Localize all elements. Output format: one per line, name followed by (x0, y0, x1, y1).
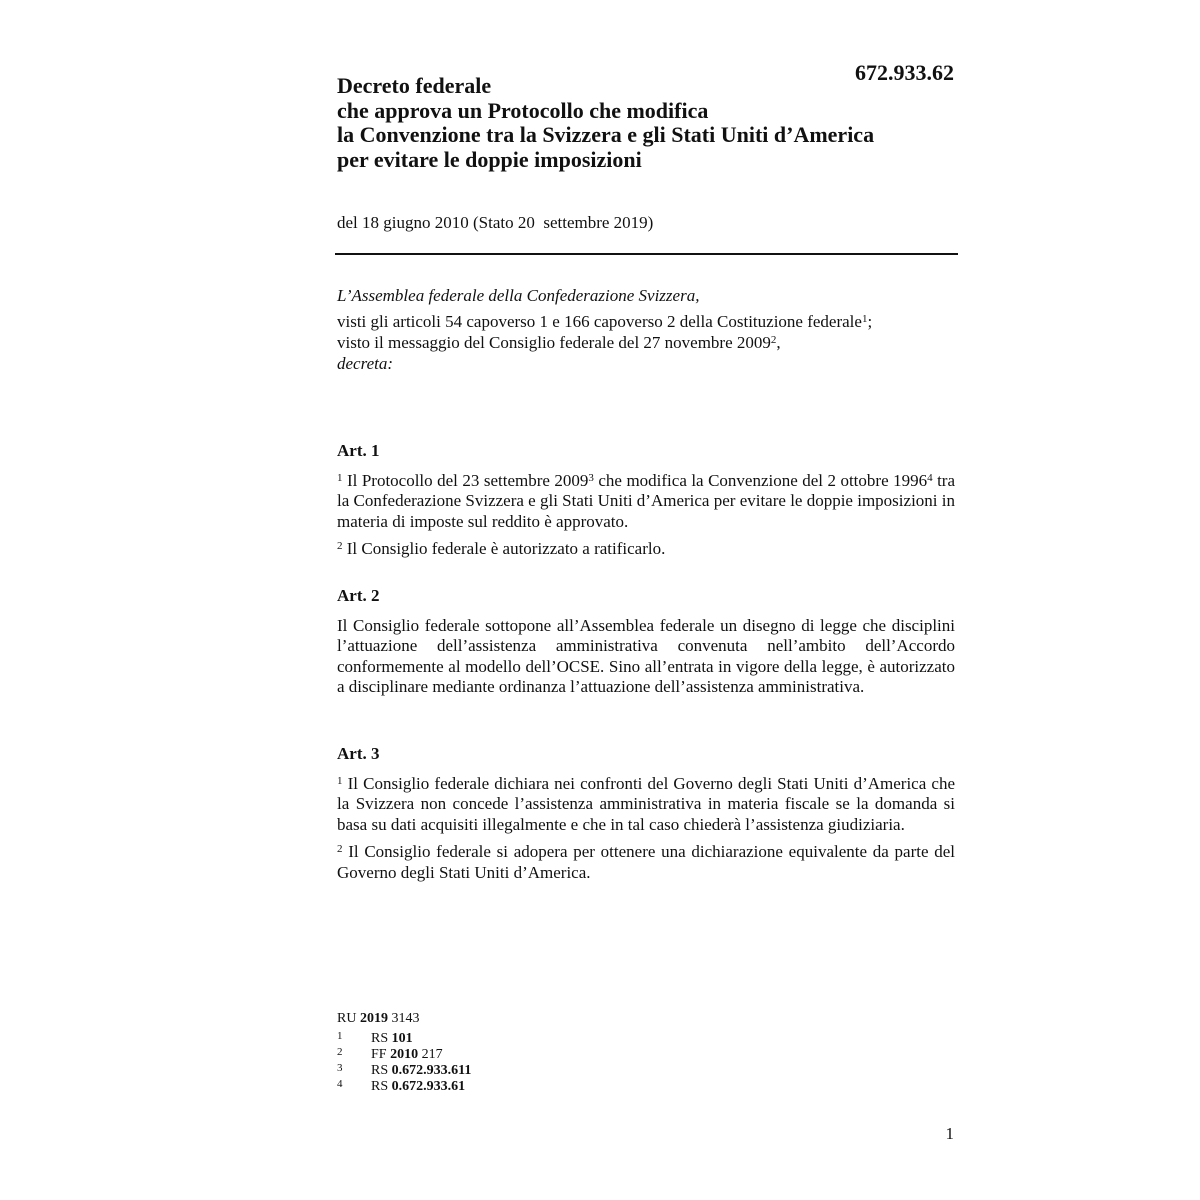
footnote-link[interactable]: RS 0.672.933.611 (371, 1063, 472, 1078)
footnote-link[interactable]: RS 0.672.933.61 (371, 1079, 466, 1094)
article-heading: Art. 1 (337, 441, 380, 460)
document-title (337, 74, 957, 172)
footnote-link[interactable]: RS 101 (371, 1031, 413, 1046)
page-number: 1 (945, 1124, 954, 1143)
footnote-number: 4 (337, 1078, 343, 1090)
footnote-ref-2[interactable]: 2 (770, 334, 777, 346)
paragraph-number: 1 (337, 774, 343, 787)
preamble-basis-message: visto il messaggio del Consiglio federale del 27 novembre 2009$^2$, (337, 333, 781, 352)
preamble-decree: decreta: (337, 354, 394, 373)
footnote-ref-3[interactable]: 3 (588, 471, 594, 484)
footnote-number: 3 (337, 1062, 343, 1074)
sr-number: 672.933.62 (855, 60, 954, 85)
footnote-item (337, 1062, 472, 1079)
preamble-authority: L’Assemblea federale della Confederazione Svizzera, (337, 286, 700, 305)
article-paragraph: $^2$ Il Consiglio federale è autorizzato a ratificarlo. (337, 539, 666, 558)
official-compilation-ref: RU 2019 3143 (337, 1011, 420, 1026)
footnotes (337, 1011, 472, 1095)
article-3 (337, 744, 955, 890)
article-heading: Art. 3 (337, 744, 380, 763)
article-paragraph: $^1$ Il Protocollo del 23 settembre 2009$^3$ che modifica la Convenzione del 2 ottobre 1996$^4$ tra la Confederazione Svizzera e gli Stati Uniti d’America per evitare le doppie imposizioni in materia di imposte sul reddito è approvato. (337, 470, 955, 531)
article-2 (337, 586, 955, 705)
paragraph-number: 1 (337, 471, 343, 484)
footnote-link[interactable]: FF 2010 217 (371, 1047, 443, 1062)
header-divider (335, 253, 958, 255)
preamble (337, 285, 957, 374)
title-line: per evitare le doppie imposizioni (337, 146, 642, 172)
article-paragraph: $^2$ Il Consiglio federale si adopera per ottenere una dichiarazione equivalente da parte del Governo degli Stati Uniti d’America. (337, 842, 955, 882)
footnote-item (337, 1031, 419, 1047)
footnote-ref-1[interactable]: 1 (861, 313, 868, 325)
footnote-number: 2 (337, 1046, 343, 1058)
paragraph-number: 2 (337, 843, 343, 855)
article-paragraph: Il Consiglio federale sottopone all’Assemblea federale un disegno di legge che disciplini l’attuazione dell’assistenza amministrativa convenuta nell’ambito dell’Accordo conformemente al modello dell’OCSE. Sino all’entrata in vigore della legge, è autorizzato a disciplinare mediante ordinanza l’attuazione dell’assistenza amministrativa. (337, 615, 955, 696)
article-1 (337, 441, 955, 567)
title-line: che approva un Protocollo che modifica (337, 97, 709, 123)
footnote-ref-4[interactable]: 4 (927, 471, 933, 484)
article-heading: Art. 2 (337, 586, 380, 605)
footnote-item (337, 1078, 466, 1095)
preamble-basis-constitution: visti gli articoli 54 capoverso 1 e 166 capoverso 2 della Costituzione federale$^1$; (337, 312, 873, 331)
date-line: del 18 giugno 2010 (Stato 20 settembre 2019) (337, 213, 654, 232)
footnote-item (337, 1046, 443, 1063)
article-paragraph: $^1$ Il Consiglio federale dichiara nei confronti del Governo degli Stati Uniti d’America che la Svizzera non concede l’assistenza amministrativa in materia fiscale se la domanda si basa su dati acquisiti illegalmente e che in tal caso chiederà l’assistenza giudiziaria. (337, 773, 955, 834)
paragraph-number: 2 (337, 540, 343, 552)
title-line: la Convenzione tra la Svizzera e gli Stati Uniti d’America (337, 122, 875, 147)
footnote-number: 1 (337, 1030, 343, 1042)
title-line: Decreto federale (337, 73, 492, 98)
